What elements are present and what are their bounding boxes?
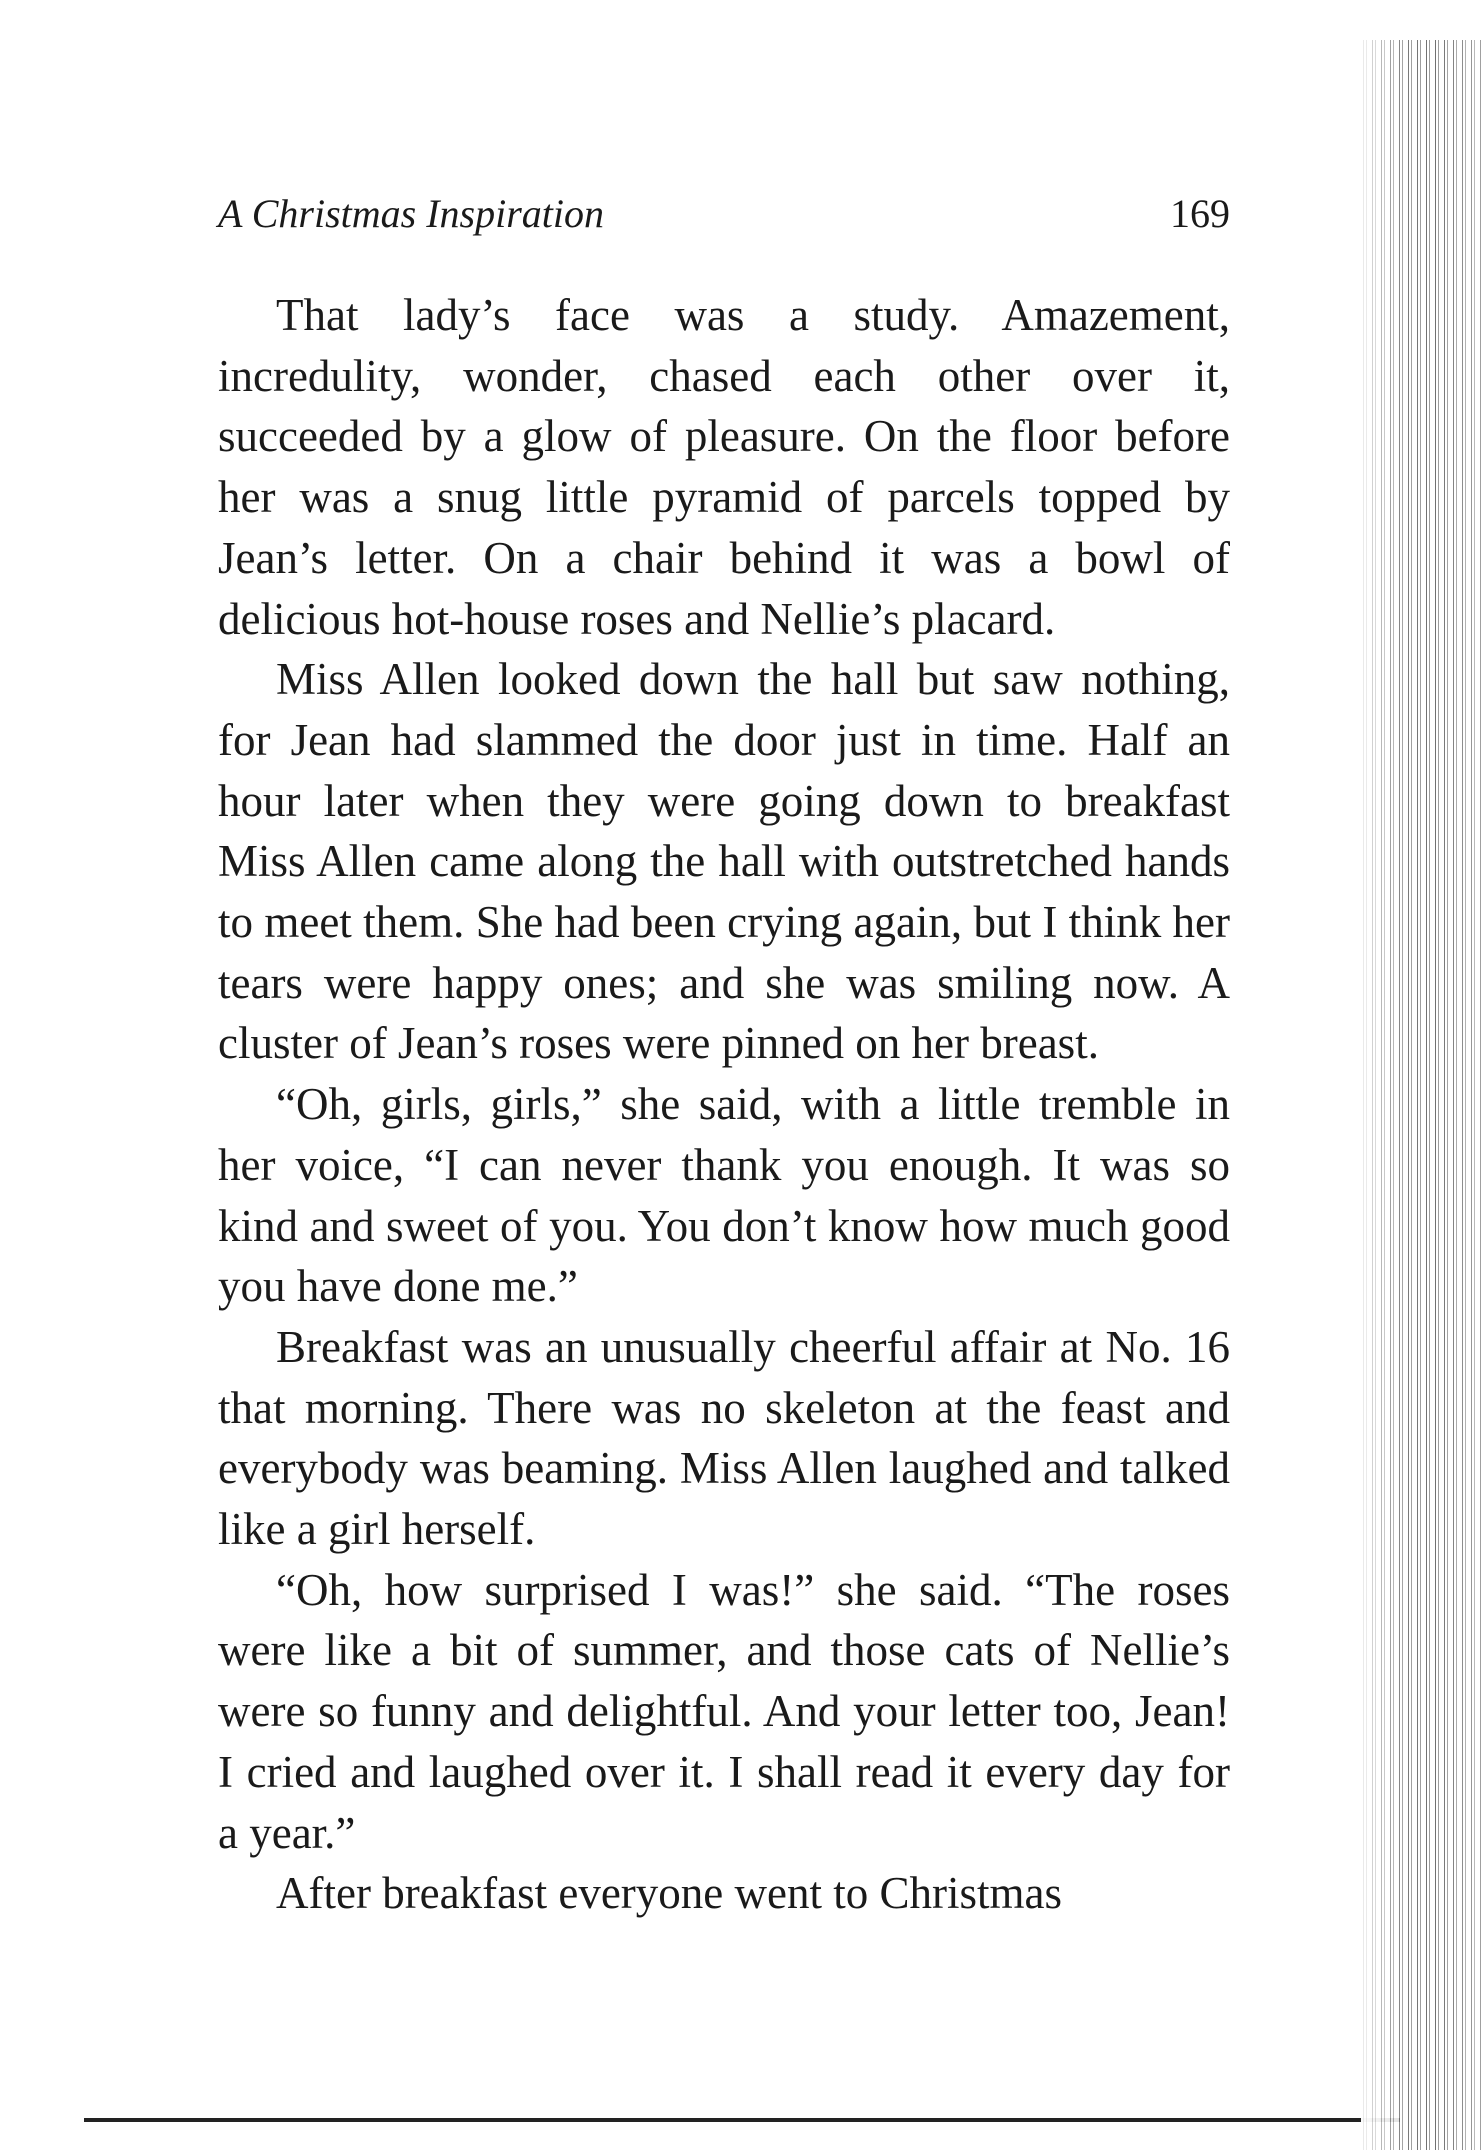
paragraph-4: Breakfast was an unusually cheerful affair at No. 16 that morning. There was no skeleton at the feast and everybody was beaming. Miss Allen laughed and talked like a girl herself.: [218, 1321, 1230, 1555]
paragraph-5: “Oh, how surprised I was!” she said. “The roses were like a bit of summer, and those cats of Nellie’s were so funny and delightful. And your letter too, Jean! I cried and laughed over it. I shall read it every day for a year.”: [218, 1564, 1230, 1858]
scan-spine-fade: [1361, 40, 1481, 2150]
paragraph-6: After breakfast everyone went to Christmas: [276, 1868, 1062, 1919]
bottom-rule: [84, 2118, 1400, 2122]
running-head: [218, 190, 1230, 237]
paragraph-1: That lady’s face was a study. Amazement, incredulity, wonder, chased each other over it, succeeded by a glow of pleasure. On the floor before her was a snug little pyramid of parcels topped by Jean’s letter. On a chair behind it was a bowl of delicious hot-house roses and Nellie’s placard.: [218, 290, 1230, 644]
page-number: 169: [1170, 191, 1230, 236]
paragraph-2: Miss Allen looked down the hall but saw nothing, for Jean had slammed the door just in time. Half an hour later when they were going down to breakfast Miss Allen came along the hall with outstretched hands to meet them. She had been crying again, but I think her tears were happy ones; and she was smiling now. A cluster of Jean’s roses were pinned on her breast.: [218, 654, 1230, 1069]
body-text: [218, 285, 1230, 1924]
paragraph-3: “Oh, girls, girls,” she said, with a little tremble in her voice, “I can never thank you enough. It was so kind and sweet of you. You don’t know how much good you have done me.”: [218, 1079, 1230, 1312]
running-title: A Christmas Inspiration: [218, 191, 604, 236]
